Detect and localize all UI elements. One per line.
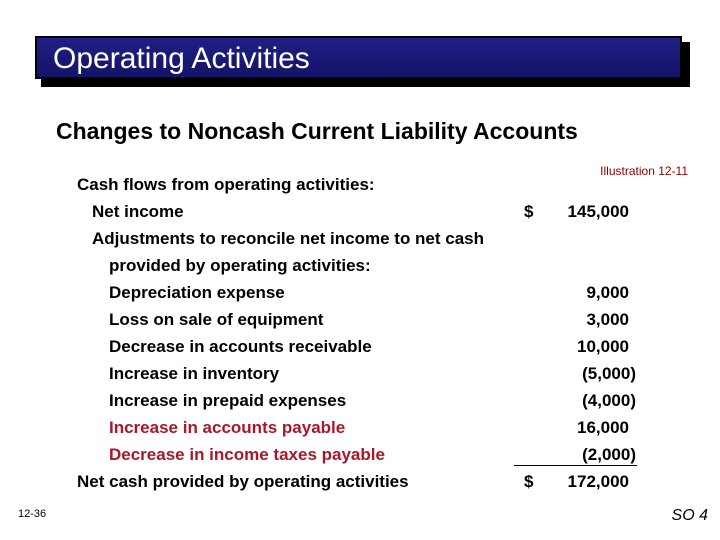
adjustment-item-amount: 16,000: [577, 418, 629, 437]
net-income-amount: 145,000: [567, 202, 629, 221]
total-label: Net cash provided by operating activities: [77, 472, 409, 491]
total-amount: 172,000: [567, 472, 629, 491]
statement-heading: Cash flows from operating activities:: [77, 175, 375, 194]
adjustment-item-label: Increase in inventory: [109, 364, 280, 383]
adjustment-item-label: Increase in accounts payable: [109, 418, 346, 437]
adjustment-item-amount: 9,000: [586, 283, 629, 302]
page-number: 12-36: [18, 508, 47, 520]
adjustment-item-label: Loss on sale of equipment: [109, 310, 324, 329]
adjustment-item-amount: 3,000: [586, 310, 629, 329]
net-income-label: Net income: [92, 202, 184, 221]
adjustment-item-label: Decrease in income taxes payable: [109, 445, 385, 464]
illustration-label: Illustration 12-11: [600, 164, 688, 178]
total-dollar-sign: $: [524, 472, 534, 491]
adjustment-item-label: Decrease in accounts receivable: [109, 337, 372, 356]
adjustment-item-amount: (5,000): [582, 364, 636, 383]
adjustment-item-amount: (2,000): [582, 445, 636, 464]
adjustment-item-label: Depreciation expense: [109, 283, 285, 302]
adjustment-item-amount: (4,000): [582, 391, 636, 410]
total-rule: [514, 465, 637, 466]
adjustment-item-amount: 10,000: [577, 337, 629, 356]
net-income-dollar-sign: $: [524, 202, 534, 221]
adjustment-item-label: Increase in prepaid expenses: [109, 391, 347, 410]
adjustments-line-2: provided by operating activities:: [109, 256, 371, 275]
study-objective: SO 4: [671, 507, 708, 524]
adjustments-line-1: Adjustments to reconcile net income to net cash: [92, 229, 485, 248]
slide-subtitle: Changes to Noncash Current Liability Accounts: [56, 118, 578, 144]
slide-title: Operating Activities: [53, 42, 310, 75]
